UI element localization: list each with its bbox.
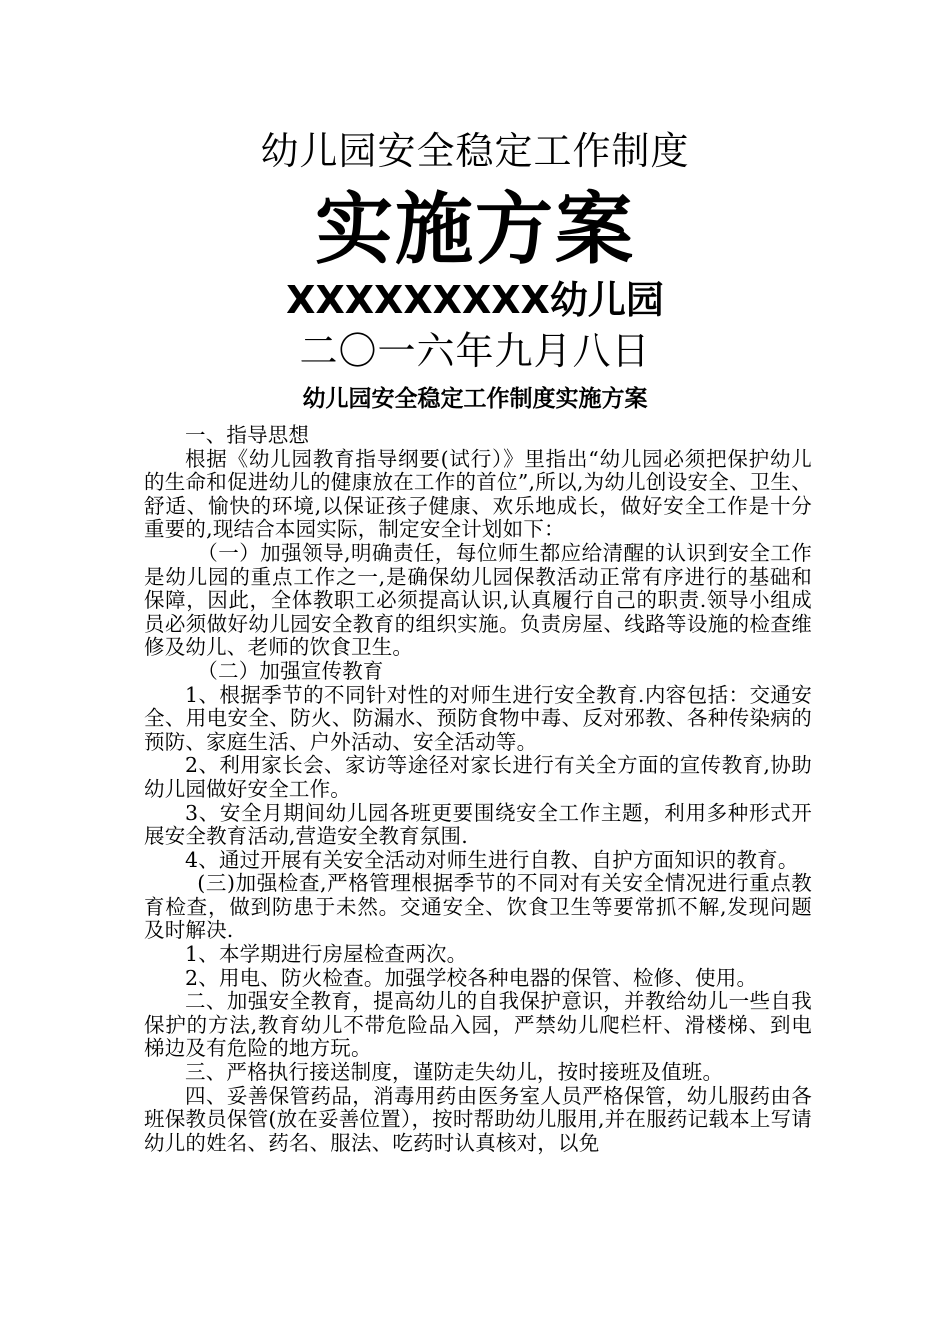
subsection-heading: （二）加强宣传教育: [197, 658, 384, 683]
list-item: 2、利用家长会、家访等途径对家长进行有关全方面的宣传教育,协助幼儿园做好安全工作。: [144, 753, 812, 801]
cover-organization: XXXXXXXXX幼儿园: [286, 278, 664, 322]
body-paragraph: 二、加强安全教育，提高幼儿的自我保护意识，并教给幼儿一些自我保护的方法,教育幼儿不带危险品入园，严禁幼儿爬栏杆、滑楼梯、到电梯边及有危险的地方玩。: [144, 989, 812, 1061]
document-heading: 幼儿园安全稳定工作制度实施方案: [302, 386, 648, 412]
section-heading-guiding-ideology: 一、指导思想: [185, 423, 310, 447]
body-paragraph: 四、妥善保管药品，消毒用药由医务室人员严格保管，幼儿服药由各班保教员保管(放在妥善位置），按时帮助幼儿服用,并在服药记载本上写请幼儿的姓名、药名、服法、吃药时认真核对，以免: [144, 1083, 812, 1155]
document-body: [144, 424, 812, 1155]
cover-date: 二〇一六年九月八日: [299, 329, 651, 373]
list-item: 4、通过开展有关安全活动对师生进行自教、自护方面知识的教育。: [185, 847, 799, 872]
list-item: 1、本学期进行房屋检查两次。: [185, 942, 468, 967]
body-paragraph: （一）加强领导,明确责任，每位师生都应给清醒的认识到安全工作是幼儿园的重点工作之一,是确保幼儿园保教活动正常有序进行的基础和保障，因此，全体教职工必须提高认识,认真履行自己的职责.领导小组成员必须做好幼儿园安全教育的组织实施。负责房屋、线路等设施的检查维修及幼儿、老师的饮食卫生。: [144, 540, 812, 660]
list-item: 3、安全月期间幼儿园各班更要围绕安全工作主题，利用多种形式开展安全教育活动,营造安全教育氛围.: [144, 800, 812, 849]
cover-title-line1: 幼儿园安全稳定工作制度: [260, 129, 690, 173]
body-paragraph: 三、严格执行接送制度，谨防走失幼儿，按时接班及值班。: [185, 1060, 724, 1085]
body-paragraph: (三)加强检查,严格管理根据季节的不同对有关安全情况进行重点教育检查，做到防患于未然。交通安全、饮食卫生等要常抓不解,发现问题及时解决.: [144, 871, 812, 943]
list-item: 1、根据季节的不同针对性的对师生进行安全教育.内容包括：交通安全、用电安全、防火、防漏水、预防食物中毒、反对邪教、各种传染病的预防、家庭生活、户外活动、安全活动等。: [144, 682, 812, 754]
cover-title-line2: 实施方案: [314, 185, 635, 275]
list-item: 2、用电、防火检查。加强学校各种电器的保管、检修、使用。: [185, 965, 758, 990]
body-paragraph: 根据《幼儿园教育指导纲要(试行）》里指出“幼儿园必须把保护幼儿的生命和促进幼儿的健康放在工作的首位”,所以,为幼儿创设安全、卫生、舒适、愉快的环境,以保证孩子健康、欢乐地成长，做好安全工作是十分重要的,现结合本园实际，制定安全计划如下：: [144, 446, 812, 542]
